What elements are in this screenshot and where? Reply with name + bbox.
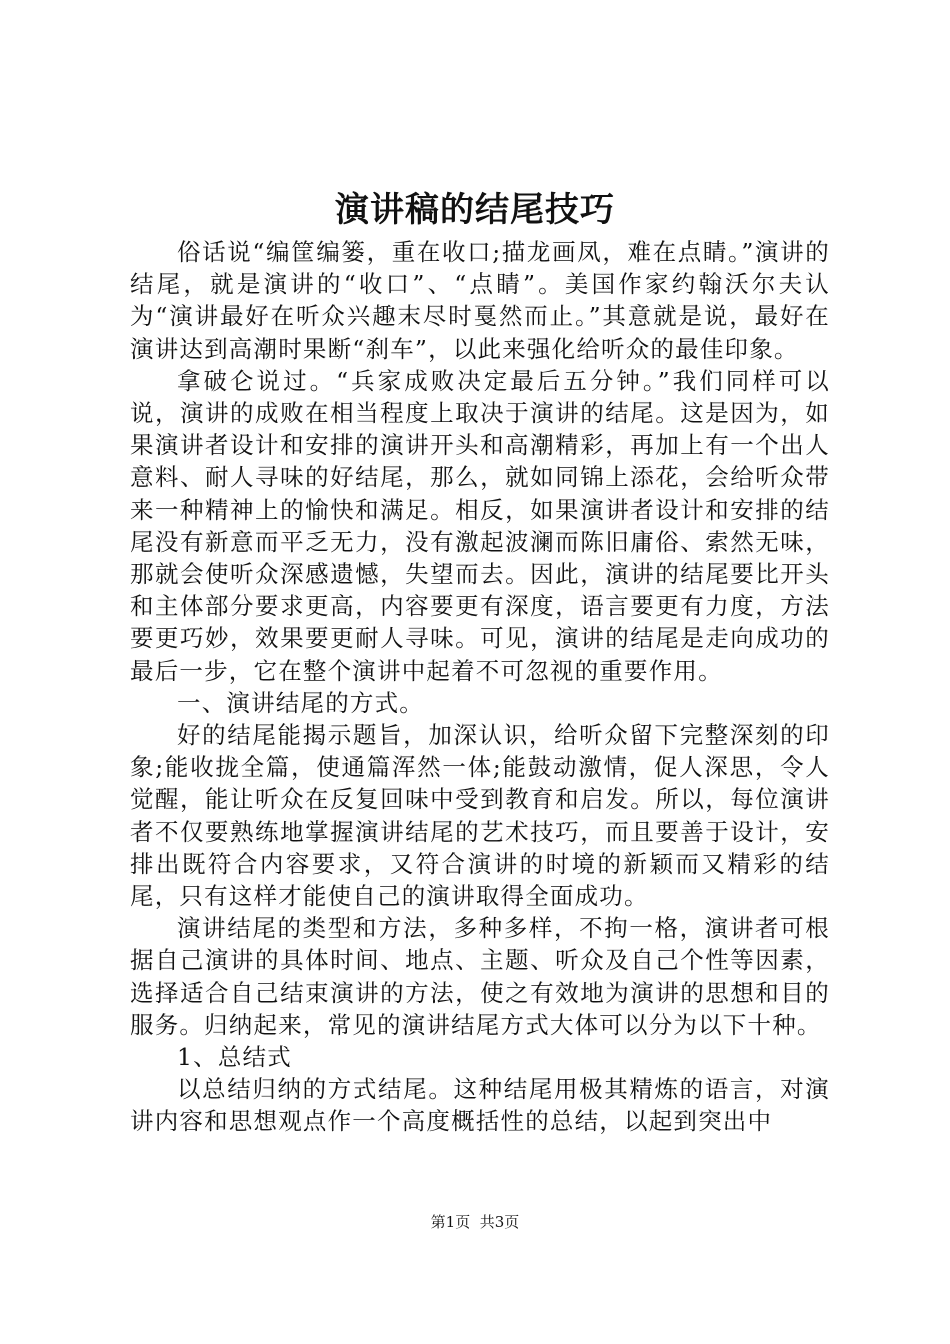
document-title: 演讲稿的结尾技巧	[335, 190, 615, 230]
paragraph: 拿破仑说过。“兵家成败决定最后五分钟。”我们同样可以说，演讲的成败在相当程度上取决于演讲的结尾。这是因为，如果演讲者设计和安排的演讲开头和高潮精彩，再加上有一个出人意料、耐人寻味的好结尾，那么，就如同锦上添花，会给听众带来一种精神上的愉快和满足。相反，如果演讲者设计和安排的结尾没有新意而平乏无力，没有激起波澜而陈旧庸俗、索然无味，那就会使听众深感遗憾，失望而去。因此，演讲的结尾要比开头和主体部分要求更高，内容要更有深度，语言要更有力度，方法要更巧妙，效果要更耐人寻味。可见，演讲的结尾是走向成功的最后一步，它在整个演讲中起着不可忽视的重要作用。	[130, 366, 830, 685]
footer-spacer	[470, 1213, 480, 1231]
subsection-heading: 1、总结式	[177, 1043, 292, 1072]
page-footer	[0, 1212, 950, 1232]
paragraph: 好的结尾能揭示题旨，加深认识，给听众留下完整深刻的印象;能收拢全篇，使通篇浑然一体;能鼓动激情，促人深思，令人觉醒，能让听众在反复回味中受到教育和启发。所以，每位演讲者不仅要熟练地掌握演讲结尾的艺术技巧，而且要善于设计，安排出既符合内容要求，又符合演讲的时境的新颖而又精彩的结尾，只有这样才能使自己的演讲取得全面成功。	[130, 721, 830, 911]
paragraph: 以总结归纳的方式结尾。这种结尾用极其精炼的语言，对演讲内容和思想观点作一个高度概括性的总结，以起到突出中	[130, 1075, 830, 1136]
page-total: 共3页	[479, 1213, 520, 1231]
paragraph: 俗话说“编筐编篓，重在收口;描龙画凤，难在点睛。”演讲的结尾，就是演讲的“收口”、“点睛”。美国作家约翰沃尔夫认为“演讲最好在听众兴趣末尽时戛然而止。”其意就是说，最好在演讲达到高潮时果断“刹车”，以此来强化给听众的最佳印象。	[130, 238, 830, 363]
page-number: 第1页	[430, 1213, 471, 1231]
document-body	[130, 236, 830, 1138]
paragraph: 演讲结尾的类型和方法，多种多样，不拘一格，演讲者可根据自己演讲的具体时间、地点、主题、听众及自己个性等因素，选择适合自己结束演讲的方法，使之有效地为演讲的思想和目的服务。归纳起来，常见的演讲结尾方式大体可以分为以下十种。	[130, 914, 830, 1039]
section-heading: 一、演讲结尾的方式。	[177, 688, 424, 717]
